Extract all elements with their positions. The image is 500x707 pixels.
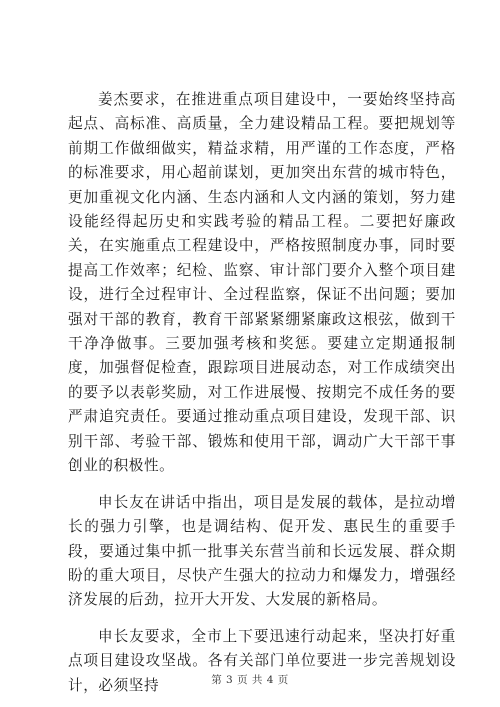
paragraph-2: 申长友在讲话中指出，项目是发展的载体，是拉动增长的强力引擎，也是调结构、促开发、惠民生的重要手段，要通过集中抓一批事关东营当前和长远发展、群众期盼的重大项目，尽快产生强大的拉动力和爆发力，增强经济发展的后劲，拉开大开发、大发展的新格局。 xyxy=(68,493,456,609)
paragraph-3: 申长友要求，全市上下要迅速行动起来，坚决打好重点项目建设攻坚战。各有关部门单位要进一步完善规划设计，必须坚持 xyxy=(68,627,456,694)
document-body xyxy=(68,88,456,698)
page-number-footer: 第 3 页 共 4 页 xyxy=(211,674,289,686)
paragraph-1: 姜杰要求，在推进重点项目建设中，一要始终坚持高起点、高标准、高质量，全力建设精品工程。要把规划等前期工作做细做实，精益求精，用严谨的工作态度，严格的标准要求，用心超前谋划，更加突出东营的城市特色，更加重视文化内涵、生态内涵和人文内涵的策划，努力建设能经得起历史和实践考验的精品工程。二要把好廉政关，在实施重点工程建设中，严格按照制度办事，同时要提高工作效率；纪检、监察、审计部门要介入整个项目建设，进行全过程审计、全过程监察，保证不出问题；要加强对干部的教育，教育干部紧紧绷紧廉政这根弦，做到干干净净做事。三要加强考核和奖惩。要建立定期通报制度，加强督促检查，跟踪项目进展动态，对工作成绩突出的要予以表彰奖励，对工作进展慢、按期完不成任务的要严肃追究责任。要通过推动重点项目建设，发现干部、识别干部、考验干部、锻炼和使用干部，调动广大干部干事创业的积极性。 xyxy=(68,91,456,475)
